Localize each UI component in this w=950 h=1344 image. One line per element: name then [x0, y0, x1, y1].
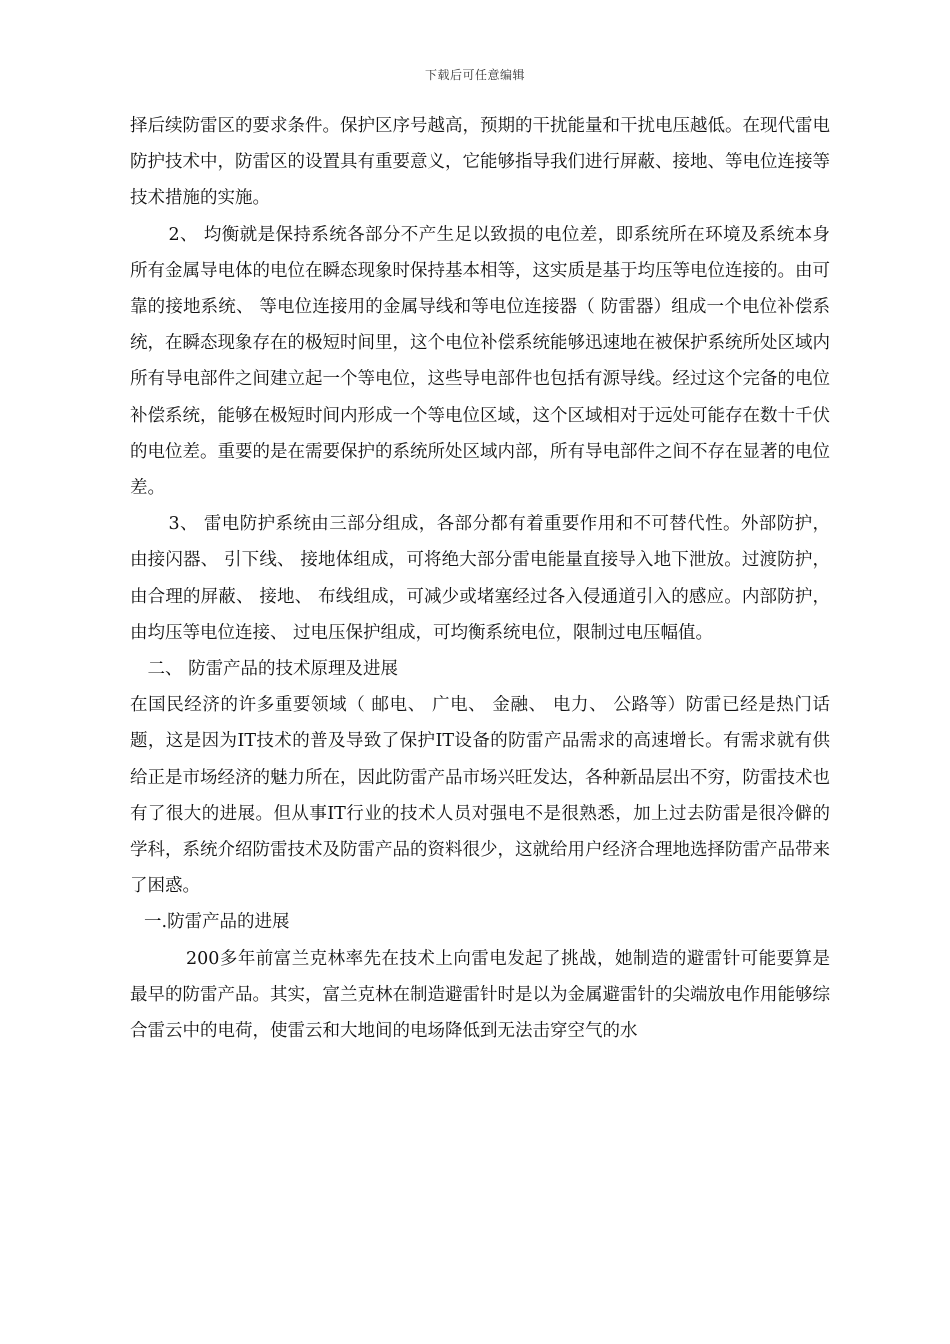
page-header: 下载后可任意编辑: [424, 68, 525, 82]
section-heading: 二、 防雷产品的技术原理及进展: [147, 659, 399, 680]
paragraph-protection-system: 3、 雷电防护系统由三部分组成，各部分都有着重要作用和不可替代性。外部防护，由接闪器、 引下线、 接地体组成，可将绝大部分雷电能量直接导入地下泄放。过渡防护，由合理的屏蔽、 接地、 布线组成，可减少或堵塞经过各入侵通道引入的感应。内部防护，由均压等电位连接、 过电压保护组成，可均衡系统电位，限制过电压幅值。: [130, 514, 830, 643]
paragraph-market: 在国民经济的许多重要领域（ 邮电、 广电、 金融、 电力、 公路等）防雷已经是热门话题，这是因为IT技术的普及导致了保护IT设备的防雷产品需求的高速增长。有需求就有供给正是市场经济的魅力所在，因此防雷产品市场兴旺发达，各种新品层出不穷，防雷技术也有了很大的进展。但从事IT行业的技术人员对强电不是很熟悉，加上过去防雷是很冷僻的学科，系统介绍防雷技术及防雷产品的资料很少，这就给用户经济合理地选择防雷产品带来了困惑。: [130, 695, 830, 897]
subsection-heading: 一.防雷产品的进展: [144, 912, 290, 933]
paragraph-equipotential: 2、 均衡就是保持系统各部分不产生足以致损的电位差，即系统所在环境及系统本身所有金属导电体的电位在瞬态现象时保持基本相等，这实质是基于均压等电位连接的。由可靠的接地系统、 等电位连接用的金属导线和等电位连接器（ 防雷器）组成一个电位补偿系统，在瞬态现象存在的极短时间里，这个电位补偿系统能够迅速地在被保护系统所处区域内所有导电部件之间建立起一个等电位，这些导电部件也包括有源导线。经过这个完备的电位补偿系统，能够在极短时间内形成一个等电位区域，这个区域相对于远处可能存在数十千伏的电位差。重要的是在需要保护的系统所处区域内部，所有导电部件之间不存在显著的电位差。: [130, 224, 830, 499]
paragraph-franklin: 200多年前富兰克林率先在技术上向雷电发起了挑战，她制造的避雷针可能要算是最早的防雷产品。其实，富兰克林在制造避雷针时是以为金属避雷针的尖端放电作用能够综合雷云中的电荷，使雷云和大地间的电场降低到无法击穿空气的水: [130, 948, 830, 1042]
paragraph-continuation: 择后续防雷区的要求条件。保护区序号越高，预期的干扰能量和干扰电压越低。在现代雷电防护技术中，防雷区的设置具有重要意义，它能够指导我们进行屏蔽、接地、等电位连接等技术措施的实施。: [130, 116, 830, 209]
document-body: [130, 108, 830, 1049]
